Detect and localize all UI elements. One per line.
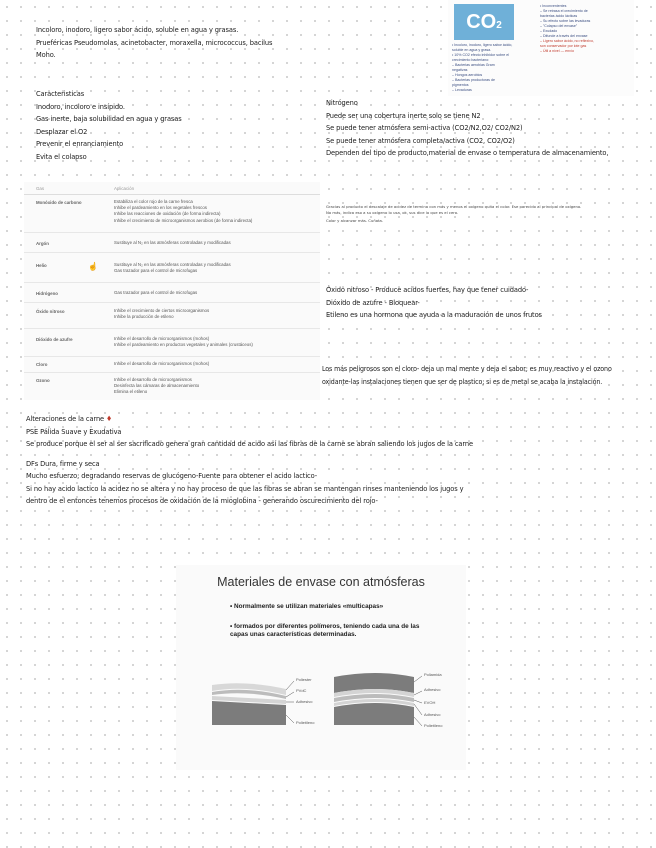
characteristics-notes: Caracteristicas Inodoro, incoloro e insípido. Gas inerte, baja solubilidad en agua y grasas Desplazar el O2 Prevenir el enranciamiento Evita el colapso [36,89,182,161]
layer-label: Adhesivo [424,687,441,692]
layer-label: Polietileno [424,723,443,728]
co2-left-bullets: • Incoloro, inodoro, ligero sabor ácido, soluble en agua y grasa. • 10% CO2 efecto inhibidor sobre el crecimiento bacteriano: – Bacterias aerobias Gram negativas – Hongos aerobios – Bacterias productoras de pigmentos – Levaduras [452,43,513,92]
nitrogen-notes: Nitrógeno Puede ser una cobertura inerte solo se tiene N2 Se puede tener atmósfera semi-activa (CO2/N2,O2/ CO2/N2) Se puede tener atmósfera completa/activa (CO2, CO2/O2) Dependen del tipo de producto,material de envase o temperatura de almacenamiento, [326,98,609,157]
cursor-icon: ☝ [88,262,98,271]
meat-icon: ♦ [106,414,112,423]
table-row: Óxido nitroso Inhibe el crecimiento de ciertos microorganismos Inhibe la producción de etileno [24,304,320,329]
co2-title-box [454,4,514,40]
packaging-slide [176,565,466,770]
co2-right-bullets: • Inconvenientes – Se retrasa el crecimiento de bacterias ácido lácticas – Su efecto sobre las levaduras – "Colapso del envase" – Exudado – Difunde a través del envase – Ligero sabor ácido, no reflexivo, son conservador por lote gas – Útil a nivel — envío [540,4,594,53]
layer-label: Adhesivo [296,699,313,704]
meat-notes: Alteraciones de la carne ♦ PSE Pálida Suave y Exudativa Se produce porque el ser al ser sacrificado genera gran cantidad de acido así las fibras de la carne se abran saliendo los jugos de la carne DFs Dura, firme y seca Mucho esfuerzo; degradando reservas de glucógeno-Fuente para obtener el acido lactico- Si no hay acido lactico la acidez no se altera y no hay proceso de que las fibras se abran se mantengan rinses manteniendo los jugos y dentro de el entonces tenemos procesos de oxidación de la mioglobina - generando oscurecimiento del rojo- [26,414,473,505]
table-row: Dióxido de azufre Inhibe el desarrollo de microorganismos (mohos) Inhibe el pardeamiento en productos vegetales y animales (crustáceos) [24,332,320,357]
co2-title: CO [466,11,497,33]
chlorine-notes: Los más peligrosos son el cloro- deja un mal mente y deja el sabor; es muy reactivo y el ozono oxidante-las instalaciones tienen que ser de plastico; si es de metal se acaba la instalación. [322,365,612,386]
table-row: Ozono Inhibe el desarrollo de microorganismos Desinfecta las cámaras de almacenamiento Elimina el etileno [36,377,200,395]
table-row: Monóxido de carbono Estabiliza el color rojo de la carne fresca Inhibe el pardeamiento en los vegetales frescos Inhibe las reacciones de oxidación (de forma indirecta) Inhibe el crecimiento de microorganismos aerobios (de forma indirecta) [24,198,320,233]
gas-table [24,182,320,400]
packaging-bullet: • Normalmente se utilizan materiales «multicapas» [230,603,384,610]
oxides-notes: Óxido nitroso - Produce acidos fuertes, hay que tener cuidado- Dióxido de azufre - Bloquear- Etileno es una hormona que ayuda a la maduración de unos frutos [326,285,542,319]
packaging-bullet: • formados por diferentes polímeros, teniendo cada una de las capas unas características determinadas. [230,623,420,638]
table-row: Hidrógeno Gas trazador para el control de microfugas [24,286,320,303]
layer-label: Adhesivo [424,712,441,717]
small-notes: Gracias al producto el descalaje de acidez de termina con más y menos el oxígeno quita el color. Ese parecido al principal de oxígeno. No más, indica eso a su oxígeno lo usa, ok, sus dice lo que es el cero. Color y alcanzar más. Cuñata. [326,204,582,224]
table-row: Argón Sustituye al N₂ en las atmósferas controladas y modificadas [24,236,320,253]
co2-slide [448,0,634,96]
table-row: Cloro Inhibe el desarrollo de microorganismos (mohos) [24,358,320,373]
packaging-title: Materiales de envase con atmósferas [217,575,425,589]
table-header: Gas Aplicación [24,184,320,195]
co2-notes: Incoloro, inodoro, ligero sabor ácido, soluble en agua y grasas. Prueféricas Pseudomolas, acinetobacter, moraxella, micrococcus, bacilus Moho. [36,25,273,59]
multilayer-diagram [176,565,466,770]
table-row: Helio Sustituye al N₂ en las atmósferas controladas y modificadas Gas trazador para el control de microfugas [24,258,320,283]
layer-label: Poliamida [424,672,442,677]
layer-label: Polietileno [296,720,315,725]
layer-label: Poliester [296,677,312,682]
layer-label: EVOH [424,700,436,705]
layer-label: PVdC [296,688,307,693]
co2-subscript: 2 [496,20,502,31]
